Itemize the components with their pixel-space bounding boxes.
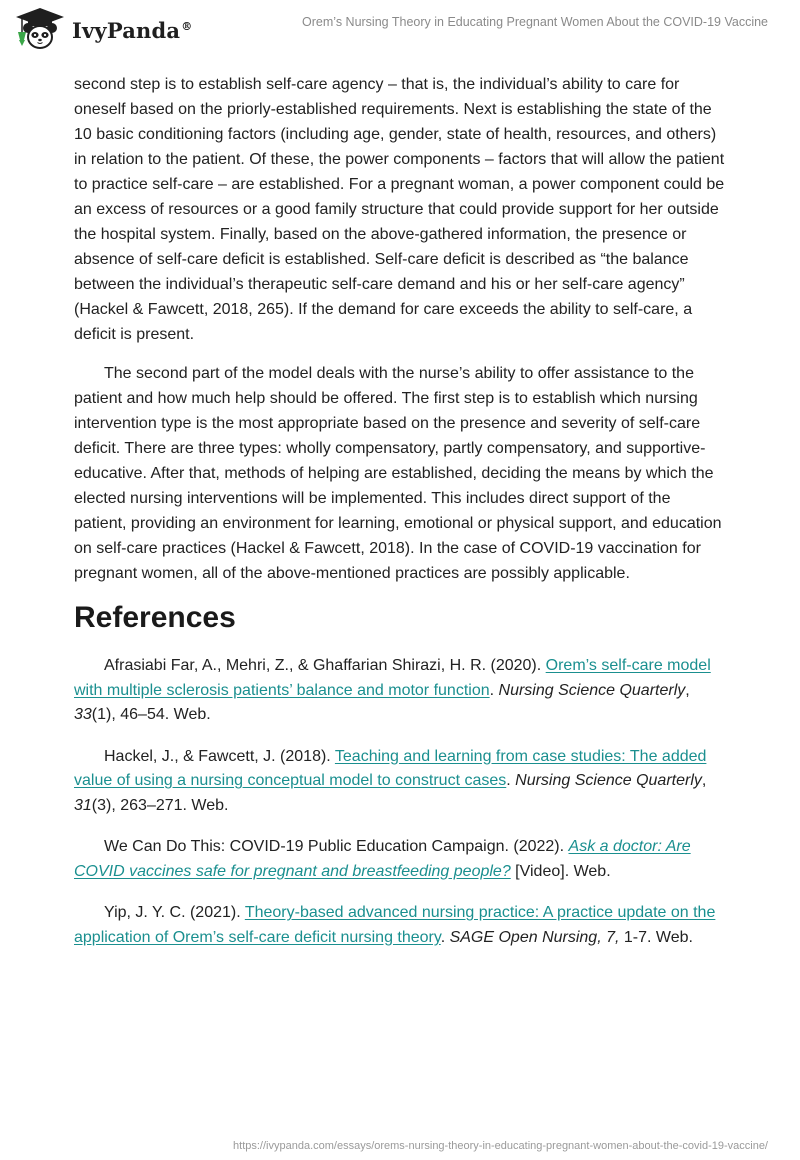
- document-title: Orem’s Nursing Theory in Educating Pregnant Women About the COVID-19 Vaccine: [302, 15, 768, 29]
- references-heading: References: [74, 601, 236, 634]
- reference-link-3[interactable]: Ask a doctor: Are COVID vaccines safe for pregnant and breastfeeding people?: [74, 838, 691, 880]
- reference-volume: 31: [74, 796, 92, 814]
- reference-authors: Afrasiabi Far, A., Mehri, Z., & Ghaffarian Shirazi, H. R. (2020).: [104, 657, 546, 674]
- registered-mark: ®: [181, 19, 193, 33]
- reference-item-2: Hackel, J., & Fawcett, J. (2018). Teaching and learning from case studies: The added value of using a nursing conceptual model to construct cases. Nursing Science Quarterly, 31(3), 263–271. Web.: [74, 747, 707, 814]
- reference-link-4[interactable]: Theory-based advanced nursing practice: A practice update on the application of Orem’s self-care deficit nursing theory: [74, 904, 716, 946]
- reference-journal: Nursing Science Quarterly: [498, 681, 686, 699]
- reference-authors: Hackel, J., & Fawcett, J. (2018).: [104, 747, 335, 765]
- body-paragraph-2: The second part of the model deals with the nurse’s ability to offer assistance to the patient and how much help should be offered. The first step is to establish which nursing intervention type is the most appropriate based on the presence and severity of self-care deficit. There are three types: wholly compensatory, partly compensatory, and supportive-educative. After that, methods of helping are established, deciding the means by which the elected nursing interventions will be implemented. This includes direct support of the patient, providing an environment for learning, emotional or physical support, and education on self-care practices (Hackel & Fawcett, 2018). In the case of COVID-19 vaccination for pregnant women, all of the above-mentioned practices are possibly applicable.: [74, 365, 722, 582]
- source-url[interactable]: https://ivypanda.com/essays/orems-nursing-theory-in-educating-pregnant-women-about-the-covid-19-vaccine/: [233, 1140, 768, 1152]
- reference-item-4: Yip, J. Y. C. (2021). Theory-based advanced nursing practice: A practice update on the application of Orem’s self-care deficit nursing theory. SAGE Open Nursing, 7, 1-7. Web.: [74, 904, 716, 946]
- reference-journal: SAGE Open Nursing, 7,: [449, 928, 620, 946]
- reference-volume: 33: [74, 706, 92, 723]
- ivypanda-logo[interactable]: [14, 6, 192, 52]
- logo-text: [72, 18, 192, 43]
- reference-link-2[interactable]: Teaching and learning from case studies: The added value of using a nursing conceptual model to construct cases: [74, 747, 707, 789]
- reference-authors: Yip, J. Y. C. (2021).: [104, 904, 245, 921]
- reference-item-3: We Can Do This: COVID-19 Public Education Campaign. (2022). Ask a doctor: Are COVID vaccines safe for pregnant and breastfeeding people? [Video]. Web.: [74, 838, 691, 880]
- essay-content: [74, 72, 726, 967]
- logo-wordmark: IvyPanda: [72, 17, 181, 43]
- reference-item-1: Afrasiabi Far, A., Mehri, Z., & Ghaffarian Shirazi, H. R. (2020). Orem’s self-care model with multiple sclerosis patients’ balance and motor function. Nursing Science Quarterly, 33(1), 46–54. Web.: [74, 657, 711, 723]
- reference-journal: Nursing Science Quarterly: [515, 772, 702, 789]
- panda-graduate-icon: [14, 6, 66, 52]
- reference-link-1[interactable]: Orem’s self-care model with multiple sclerosis patients’ balance and motor function: [74, 657, 711, 699]
- page-header: [0, 0, 800, 64]
- body-paragraph-1: second step is to establish self-care agency – that is, the individual’s ability to care for oneself based on the priorly-established requirements. Next is establishing the state of the 10 basic conditioning factors (including age, gender, state of health, resources, and others) in relation to the patient. Of these, the power components – factors that will allow the patient to practice self-care – are established. For a pregnant woman, a power component could be an excess of resources or a good family structure that could provide support for her outside the hospital system. Finally, based on the above-gathered information, the presence or absence of self-care deficit is established. Self-care deficit is described as “the balance between the individual’s therapeutic self-care demand and his or her self-care agency” (Hackel & Fawcett, 2018, 265). If the demand for care exceeds the ability to self-care, a deficit is present.: [74, 76, 725, 343]
- reference-authors: We Can Do This: COVID-19 Public Education Campaign. (2022).: [104, 838, 569, 855]
